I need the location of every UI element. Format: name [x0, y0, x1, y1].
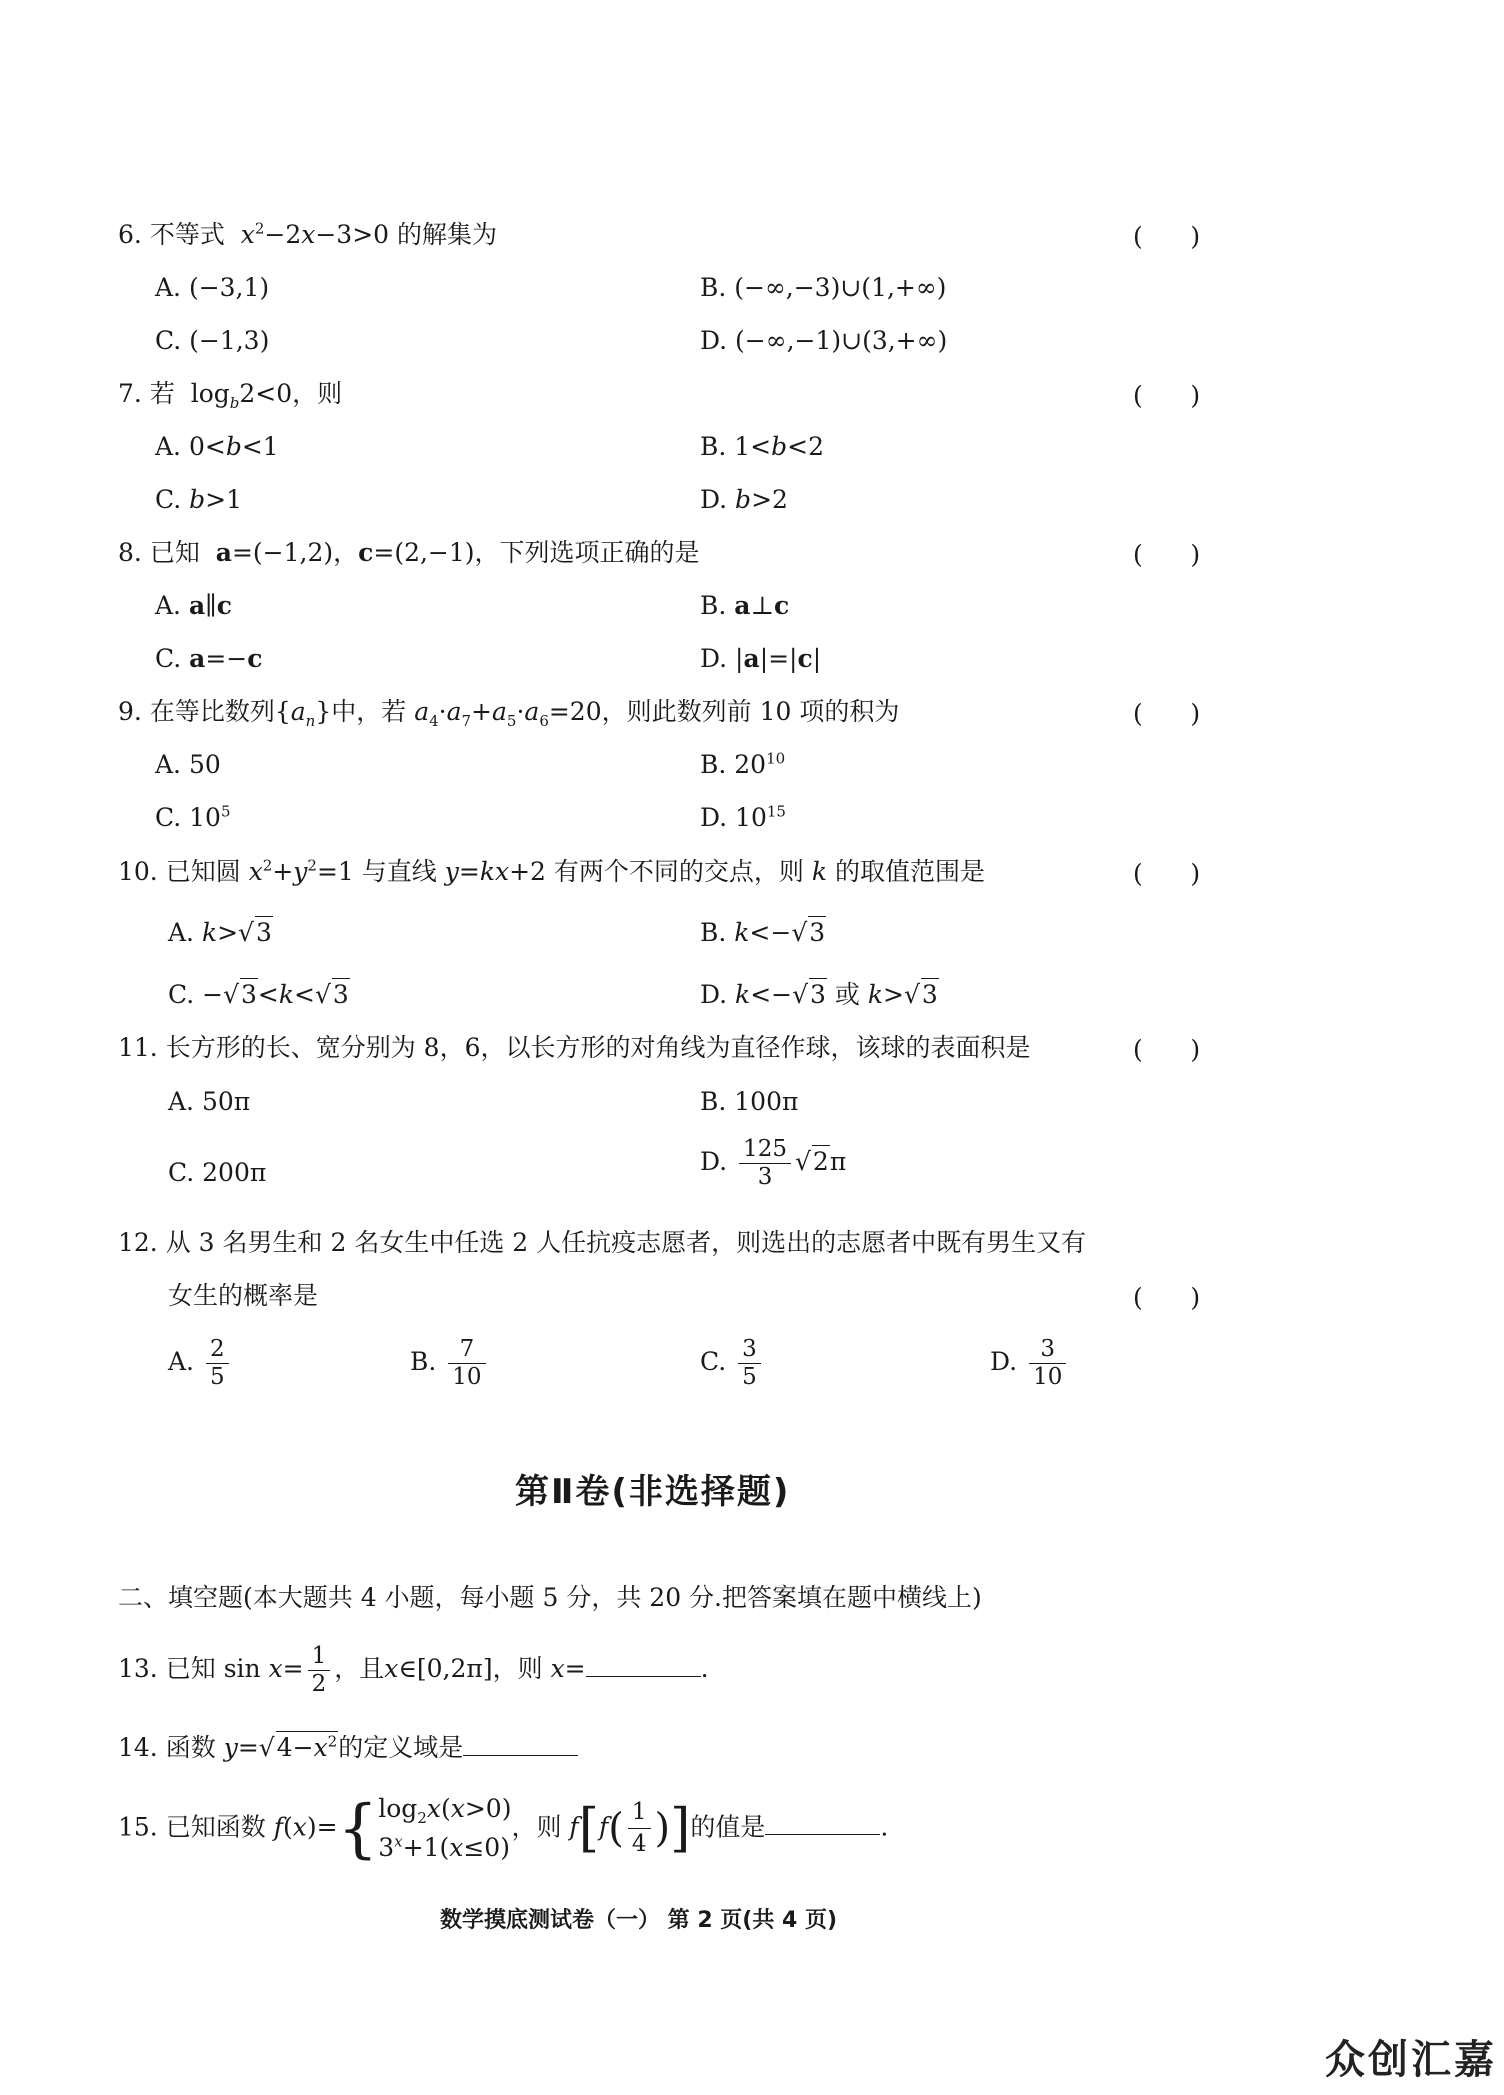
q12-option-b[interactable]: B. $\frac{7}{10}$	[410, 1338, 490, 1389]
q9-answer-paren[interactable]: ( )	[1133, 699, 1201, 728]
q6-suffix: 的解集为	[397, 220, 498, 249]
q9-condition: $a_4\cdot a_7+a_5\cdot a_6=20$	[414, 697, 602, 730]
question-8	[118, 540, 700, 565]
q15-answer-blank[interactable]	[765, 1834, 880, 1835]
q12-line1: 从 3 名男生和 2 名女生中任选 2 人任抗疫志愿者，则选出的志愿者中既有男生又有	[165, 1228, 1087, 1257]
question-13: 13. 已知 sin x= $\frac{1}{2}$ ，且x∈[0,2π]，则 x= .	[118, 1643, 709, 1697]
q6-answer-paren[interactable]: ( )	[1133, 222, 1201, 251]
q13-then: ，则	[492, 1654, 543, 1683]
question-9	[118, 697, 900, 730]
q9-number: 9.	[118, 697, 142, 726]
q10-mid: 与直线	[361, 857, 437, 886]
q8-option-b[interactable]: B. a⊥c	[700, 591, 790, 620]
q10-number: 10.	[118, 857, 158, 886]
question-7	[118, 379, 343, 412]
q6-option-c[interactable]: C. (−1,3)	[155, 326, 270, 355]
q13-domain: x∈[0,2π]	[384, 1654, 493, 1683]
page-footer: 数学摸底测试卷（一） 第 2 页(共 4 页)	[440, 1908, 838, 1933]
q10-or: 或	[834, 980, 860, 1009]
q15-number: 15.	[118, 1812, 158, 1842]
q13-equation: sin x= $\frac{1}{2}$	[224, 1654, 335, 1683]
q14-prefix: 函数	[165, 1733, 216, 1762]
q8-answer-paren[interactable]: ( )	[1133, 540, 1201, 569]
question-11	[118, 1035, 1030, 1060]
q10-prefix: 已知圆	[165, 857, 241, 886]
fill-in-header: 二、填空题(本大题共 4 小题，每小题 5 分，共 20 分.把答案填在题中横线上)	[118, 1583, 982, 1612]
q12-option-d[interactable]: D. $\frac{3}{10}$	[990, 1338, 1070, 1389]
q14-suffix: 的定义域是	[338, 1733, 464, 1762]
q7-option-d[interactable]: D. b>2	[700, 485, 788, 514]
q10-mid2: 有两个不同的交点，则	[553, 857, 804, 886]
q7-prefix: 若	[149, 379, 175, 408]
q11-text: 长方形的长、宽分别为 8，6，以长方形的对角线为直径作球，该球的表面积是	[165, 1033, 1031, 1062]
q10-answer-paren[interactable]: ( )	[1133, 859, 1201, 888]
q12-option-a[interactable]: A. $\frac{2}{5}$	[168, 1338, 233, 1389]
q10-option-a[interactable]: A. k>√3	[168, 918, 272, 947]
q8-option-a[interactable]: A. a∥c	[155, 591, 232, 620]
q11-option-c[interactable]: C. 200π	[168, 1158, 267, 1187]
q9-suffix: ，则此数列前 10 项的积为	[601, 697, 900, 726]
q7-suffix: ，则	[292, 379, 343, 408]
q11-option-a[interactable]: A. 50π	[168, 1087, 251, 1116]
q8-prefix: 已知	[149, 538, 200, 567]
q11-option-d[interactable]: D. $\frac{125}{3}$ √2π	[700, 1136, 847, 1190]
q12-number: 12.	[118, 1228, 158, 1257]
question-12	[118, 1230, 1086, 1255]
q12-answer-paren[interactable]: ( )	[1133, 1283, 1201, 1312]
q7-option-b[interactable]: B. 1<b<2	[700, 432, 824, 461]
q8-option-c[interactable]: C. a=−c	[155, 644, 263, 673]
question-6	[118, 219, 498, 249]
q15-function: f(x)={ $\log_2x(x>0)$ $3^x+1(x\le 0)$	[273, 1791, 512, 1866]
q10-option-d[interactable]: D. k<−√3 或 k>√3	[700, 980, 938, 1009]
q13-answer-blank[interactable]	[586, 1676, 701, 1677]
question-10	[118, 856, 985, 886]
q8-option-d[interactable]: D. |a|=|c|	[700, 644, 822, 673]
q15-expression: f[f( $\frac{1}{4}$ )]	[569, 1798, 691, 1859]
section-2-title: 第Ⅱ卷(非选择题)	[515, 1472, 791, 1512]
q11-number: 11.	[118, 1033, 158, 1062]
q11-option-b[interactable]: B. 100π	[700, 1087, 799, 1116]
q13-and: ，且	[334, 1654, 385, 1683]
q7-number: 7.	[118, 379, 142, 408]
q6-number: 6.	[118, 220, 142, 249]
q14-answer-blank[interactable]	[463, 1755, 578, 1756]
q10-line: y=kx+2	[444, 857, 546, 886]
q11-d-fraction: $\frac{125}{3}$	[739, 1138, 791, 1189]
question-15: 15. 已知函数 f(x)={ $\log_2x(x>0)$ $3^x+1(x\le 0)$ ，则 f[f( $\frac{1}{4}$ )]的值是 .	[118, 1791, 889, 1866]
q15-mid: ，则	[511, 1812, 562, 1842]
q12-line2: 女生的概率是	[168, 1281, 319, 1310]
q15-suffix: 的值是	[690, 1812, 766, 1842]
q9-option-d[interactable]: D. $10^{15}$	[700, 802, 786, 832]
q9-option-a[interactable]: A. 50	[155, 750, 221, 779]
q6-inequality: $x^2-2x-3>0$	[240, 219, 398, 249]
q11-answer-paren[interactable]: ( )	[1133, 1035, 1201, 1064]
q6-option-d[interactable]: D. (−∞,−1)∪(3,+∞)	[700, 326, 948, 355]
q7-option-c[interactable]: C. b>1	[155, 485, 243, 514]
q13-number: 13.	[118, 1654, 158, 1683]
watermark: 众创汇嘉	[1325, 2037, 1497, 2083]
q9-option-b[interactable]: B. $20^{10}$	[700, 749, 786, 779]
q6-option-a[interactable]: A. (−3,1)	[155, 273, 270, 302]
q9-mid: 中，若	[331, 697, 407, 726]
q10-circle: $x^2+y^2=1$	[248, 856, 354, 886]
q9-sequence: $\{a_n\}$	[274, 697, 332, 730]
q10-option-b[interactable]: B. k<−√3	[700, 918, 826, 947]
question-14	[118, 1732, 578, 1762]
q6-option-b[interactable]: B. (−∞,−3)∪(1,+∞)	[700, 273, 947, 302]
q6-prefix: 不等式	[149, 220, 225, 249]
q9-prefix: 在等比数列	[149, 697, 275, 726]
q8-vector-a: a=(−1,2)，c=(2,−1)	[215, 538, 475, 567]
q15-prefix: 已知函数	[165, 1812, 266, 1842]
q9-option-c[interactable]: C. $10^5$	[155, 802, 231, 832]
q13-prefix: 已知	[165, 1654, 216, 1683]
q10-suffix: 的取值范围是	[834, 857, 985, 886]
q10-option-c[interactable]: C. −√3<k<√3	[168, 980, 349, 1009]
q10-k: k	[811, 857, 828, 886]
q12-option-c[interactable]: C. $\frac{3}{5}$	[700, 1338, 765, 1389]
q14-number: 14.	[118, 1733, 158, 1762]
q7-answer-paren[interactable]: ( )	[1133, 381, 1201, 410]
q14-function: $y=√4-x^2$	[223, 1732, 338, 1762]
q7-option-a[interactable]: A. 0<b<1	[155, 432, 279, 461]
q7-condition: $\log_b2<0$	[182, 379, 293, 412]
q8-suffix: ，下列选项正确的是	[474, 538, 700, 567]
q8-number: 8.	[118, 538, 142, 567]
